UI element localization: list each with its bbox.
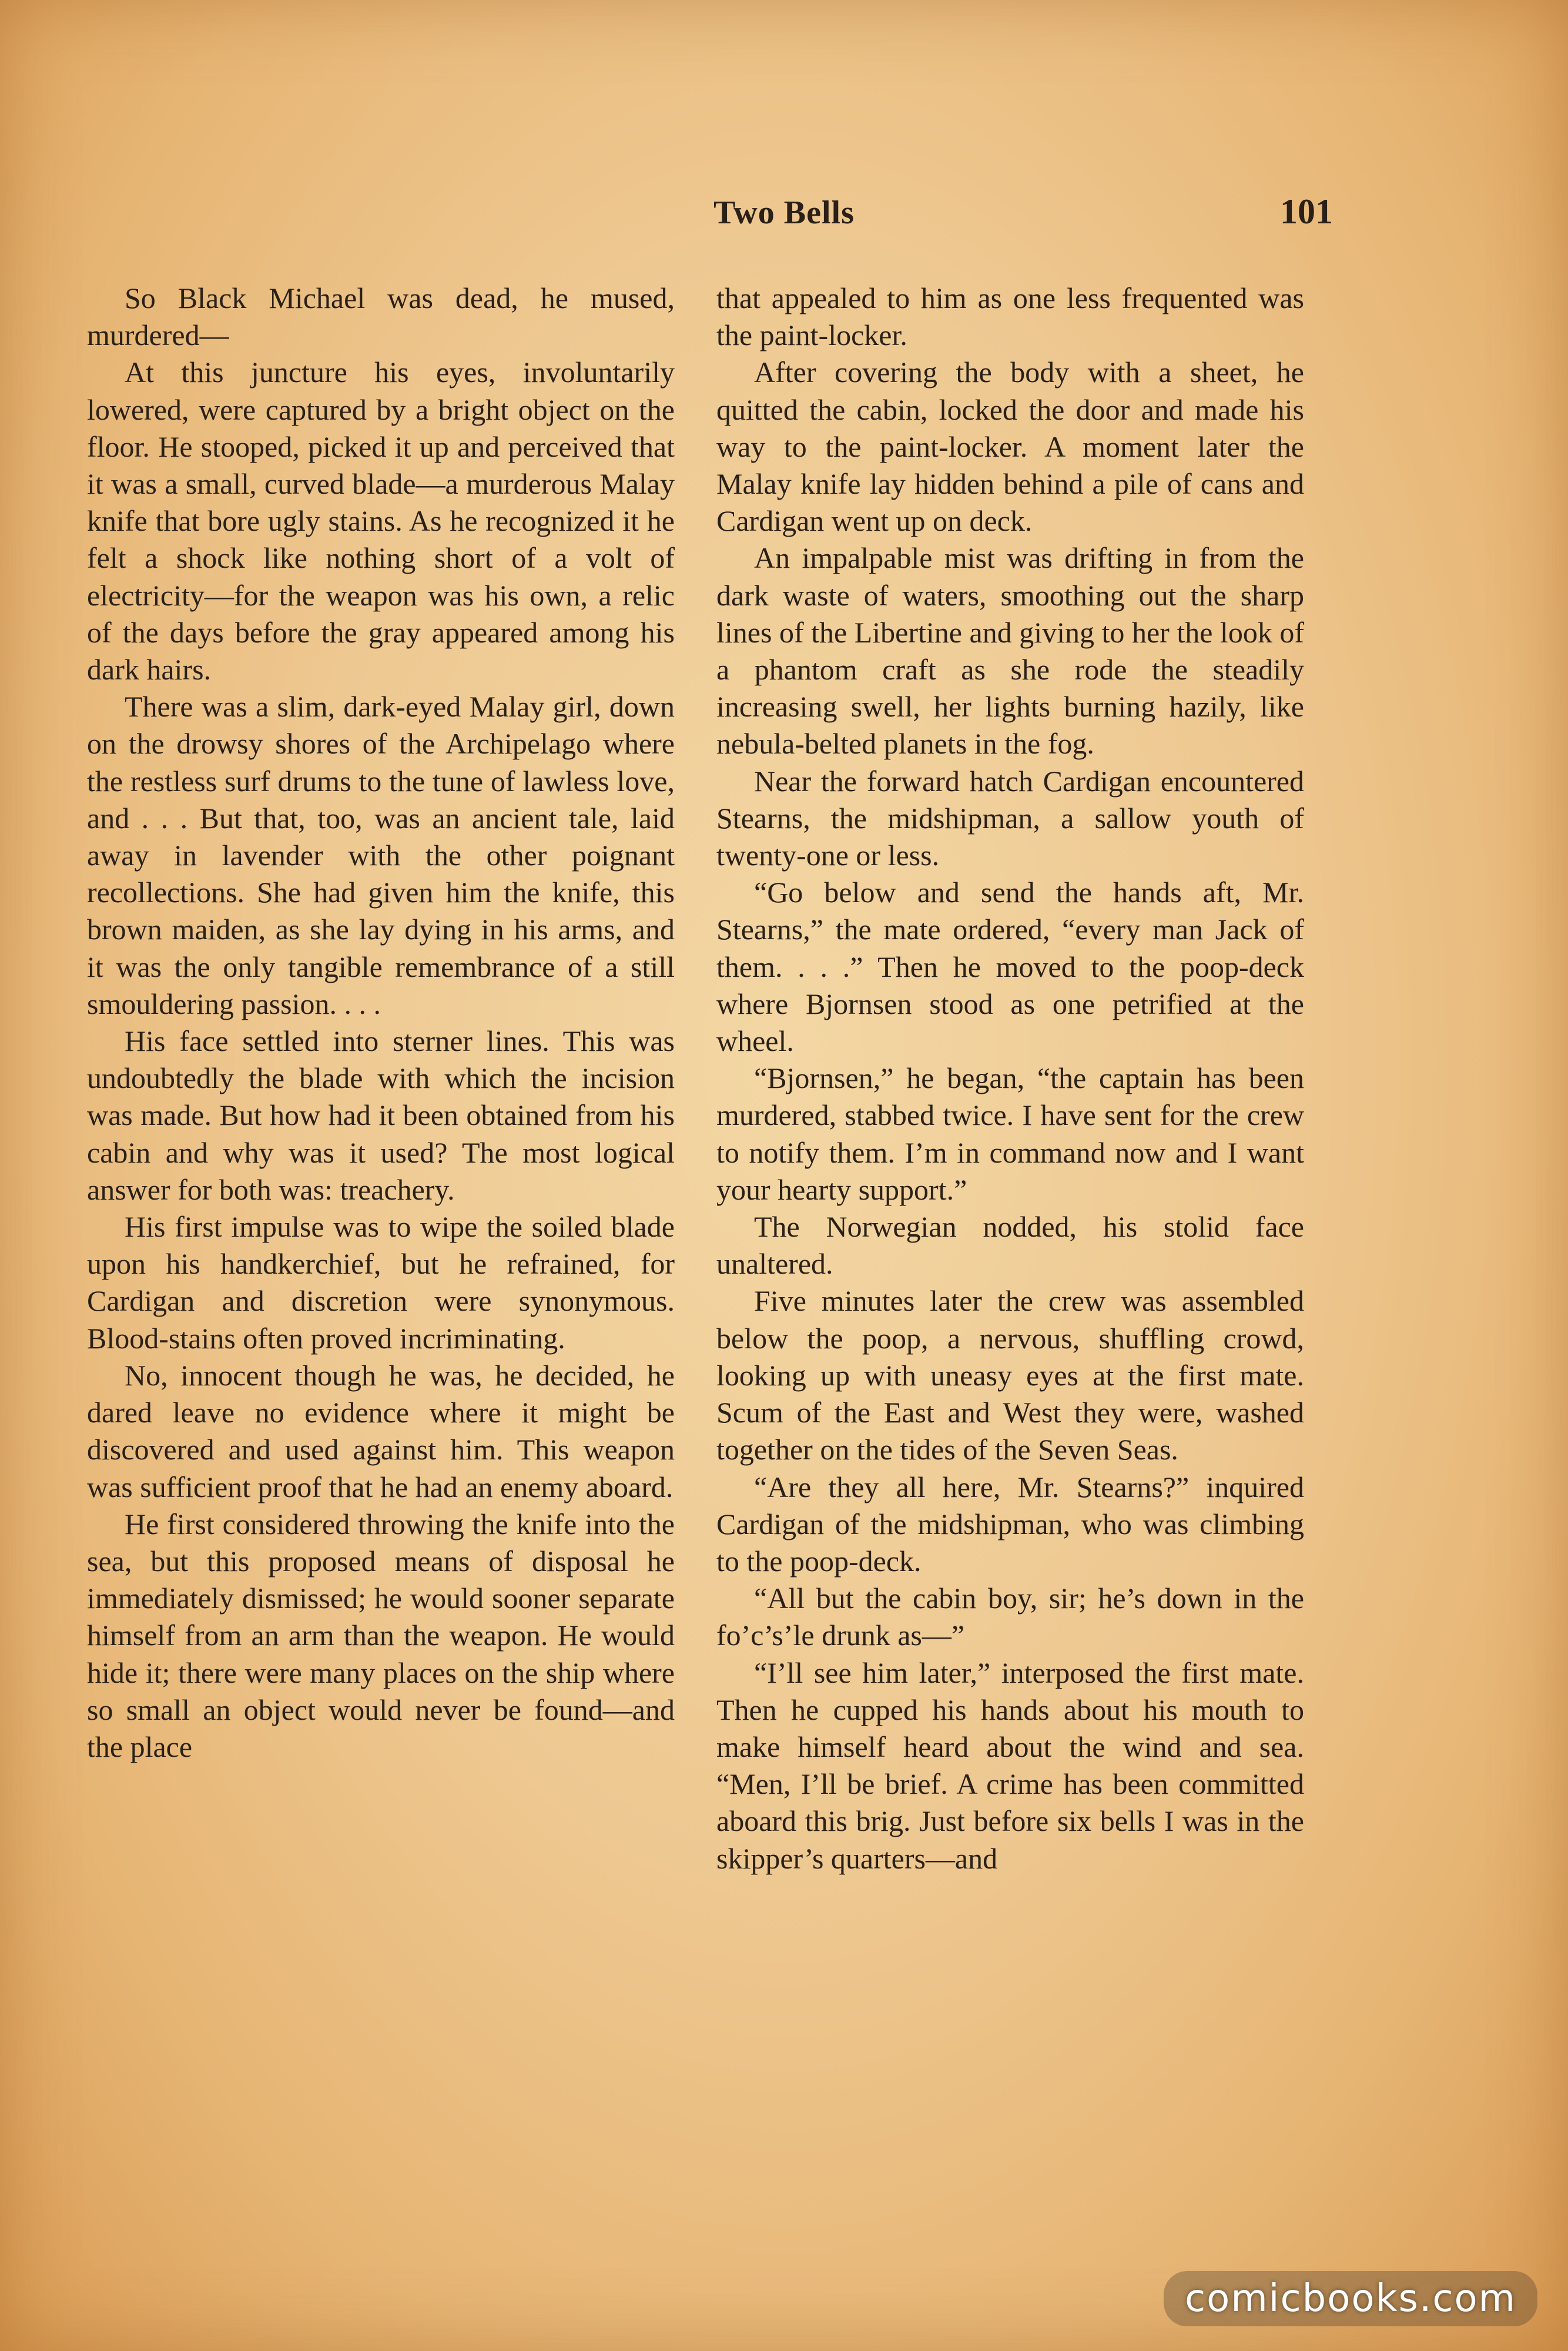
paragraph: So Black Michael was dead, he mused, murdered—	[87, 282, 675, 352]
paragraph: Near the forward hatch Cardigan encountered Stearns, the midshipman, a sallow youth of twenty-one or less.	[716, 764, 1304, 872]
paragraph: At this juncture his eyes, involuntarily lowered, were captured by a bright object on the floor. He stooped, picked it up and perceived that it was a small, curved blade—a murderous Malay knife that bore ugly stains. As he recognized it he felt a shock like nothing short of a volt of electricity—for the weapon was his own, a relic of the days before the gray appeared among his dark hairs.	[87, 356, 675, 686]
watermark-logo: comicbooks.com	[1164, 2271, 1537, 2326]
page-header	[0, 194, 1568, 247]
paragraph: He first considered throwing the knife into the sea, but this proposed means of disposal he immediately dismissed; he would sooner separate himself from an arm than the weapon. He would hide it; there were many places on the ship where so small an object would never be found—and the place	[87, 1507, 675, 1763]
paragraph-continuation: that appealed to him as one less frequented was the paint-locker.	[716, 282, 1304, 352]
page-number: 101	[1280, 192, 1333, 231]
paragraph: “Are they all here, Mr. Stearns?” inquired Cardigan of the midshipman, who was climbing to the poop-deck.	[716, 1470, 1304, 1578]
paragraph: No, innocent though he was, he decided, he dared leave no evidence where it might be discovered and used against him. This weapon was sufficient proof that he had an enemy aboard.	[87, 1358, 675, 1503]
running-title: Two Bells	[713, 195, 855, 231]
paragraph: The Norwegian nodded, his stolid face unaltered.	[716, 1210, 1304, 1281]
paragraph: “I’ll see him later,” interposed the first mate. Then he cupped his hands about his mouth to make himself heard about the wind and sea. “Men, I’ll be brief. A crime has been committed aboard this brig. Just before six bells I was in the skipper’s quarters—and	[716, 1656, 1304, 1875]
left-column	[87, 280, 675, 1766]
paragraph: An impalpable mist was drifting in from the dark waste of waters, smoothing out the sharp lines of the Libertine and giving to her the look of a phantom craft as she rode the steadily increasing swell, her lights burning hazily, like nebula-belted planets in the fog.	[716, 541, 1304, 761]
paragraph: Five minutes later the crew was assembled below the poop, a nervous, shuffling crowd, looking up with uneasy eyes at the first mate. Scum of the East and West they were, washed together on the tides of the Seven Seas.	[716, 1284, 1304, 1466]
paragraph: His first impulse was to wipe the soiled blade upon his handkerchief, but he refrained, for Cardigan and discretion were synonymous. Blood-stains often proved incriminating.	[87, 1210, 675, 1355]
paragraph: There was a slim, dark-eyed Malay girl, down on the drowsy shores of the Archipelago where the restless surf drums to the tune of lawless love, and . . . But that, too, was an ancient tale, laid away in lavender with the other poignant recollections. She had given him the knife, this brown maiden, as she lay dying in his arms, and it was the only tangible remembrance of a still smouldering passion. . . .	[87, 690, 675, 1020]
paragraph: His face settled into sterner lines. This was undoubtedly the blade with which the incision was made. But how had it been obtained from his cabin and why was it used? The most logical answer for both was: treachery.	[87, 1024, 675, 1206]
paragraph: “Bjornsen,” he began, “the captain has been murdered, stabbed twice. I have sent for the crew to notify them. I’m in command now and I want your hearty support.”	[716, 1061, 1304, 1206]
paragraph: “Go below and send the hands aft, Mr. Stearns,” the mate ordered, “every man Jack of them. . . .” Then he moved to the poop-deck where Bjornsen stood as one petrified at the wheel.	[716, 876, 1304, 1058]
paragraph: After covering the body with a sheet, he quitted the cabin, locked the door and made his way to the paint-locker. A moment later the Malay knife lay hidden behind a pile of cans and Cardigan went up on deck.	[716, 356, 1304, 538]
right-column	[716, 280, 1304, 1877]
paragraph: “All but the cabin boy, sir; he’s down in the fo’c’s’le drunk as—”	[716, 1582, 1304, 1652]
